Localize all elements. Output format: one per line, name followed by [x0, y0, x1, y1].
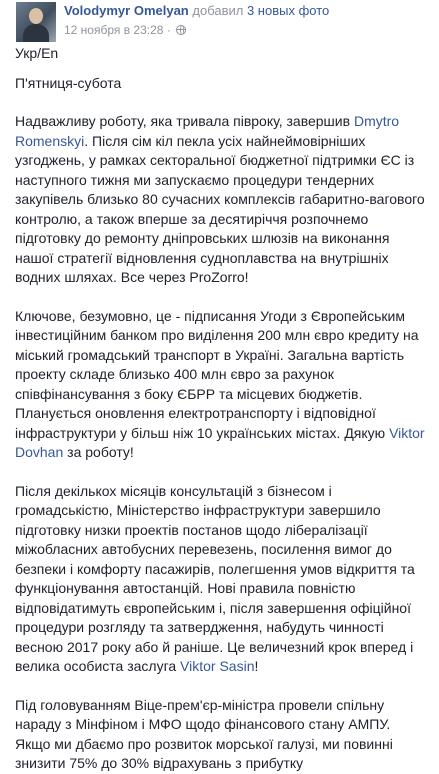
meta-separator: ·: [166, 23, 171, 37]
p1-text-after: . Після сім кіл пекла усіх найнеймовірніших узгоджень, у рамках секторальної бюджетної підтримки ЄС із наступного тижня ми запускаємо процедури тендерних закупівель близько 80 сучасних комплексів габаритно-вагового контролю, а також вперше за десятиріччя розпочнемо підготовку до ремонту дніпровських шлюзів на виконання нашої стратегії відновлення судноплавства на внутрішніх водних шляхах. Все через ProZorro!: [15, 132, 425, 285]
p2-text-before: Ключове, безумовно, це - підписання Угоди з Європейським інвестиційним банком про виділення 200 млн євро кредиту на міський громадський транспорт в Україні. Загальна вартість проекту складе близько 400 млн євро за рахунок співфінансування з боку ЄБРР та місцевих бюджетів. Планується оновлення електротранспорту і відповідної інфраструктури у більш ніж 10 українських містах. Дякую: [15, 307, 419, 441]
paragraph-3: [15, 482, 427, 677]
globe-icon[interactable]: [176, 25, 186, 35]
paragraph-2: [15, 307, 427, 463]
lang-tag: Укр/En: [15, 45, 59, 61]
post-timestamp-link[interactable]: 12 ноября в 23:28: [64, 23, 164, 37]
author-name-link[interactable]: Volodymyr Omelyan: [64, 3, 189, 18]
mention-link[interactable]: Viktor Sasin: [180, 658, 255, 674]
mention-link[interactable]: Viktor Dovhan: [15, 424, 425, 460]
timestamp-line: [64, 22, 427, 38]
post-body: [12, 44, 427, 774]
mention-link[interactable]: Dmytro Romenskyi: [15, 113, 400, 149]
post-subtitle: П'ятниця-субота: [15, 74, 122, 91]
post-meta: [64, 2, 427, 38]
p3-text-after: !: [254, 658, 259, 674]
post-action-text: добавил: [192, 3, 244, 18]
paragraph-4: Під головуванням Віце-прем'єр-міністра провели спільну нараду з Мінфіном і МФО щодо фінансового стану АМПУ. Якщо ми дбаємо про розвиток морської галузі, ми повинні знизити 75% до 30% відрахувань з прибутку: [15, 696, 393, 771]
author-avatar[interactable]: [16, 2, 56, 42]
photos-link[interactable]: 3 новых фото: [246, 3, 330, 18]
p2-text-after: за роботу!: [63, 444, 134, 460]
header-line: [64, 2, 427, 19]
p1-text-before: Надважливу роботу, яка тривала півроку, завершив: [15, 113, 354, 129]
post-header: [12, 0, 427, 44]
paragraph-1: [15, 112, 427, 288]
p3-text-before: Після декількох місяців консультацій з бізнесом і громадськістю, Міністерство інфраструктури завершило підготовку низки проектів постанов щодо лібералізації міжобласних автобусних перевезень, посилення вимог до безпеки і комфорту пасажирів, полегшення умов відкриття та функціонування автостанцій. Нові правила повністю відповідатимуть європейським і, після завершення офіційної процедури розгляду та затвердження, набудуть чинності весною 2017 року або й раніше. Це величезний крок вперед і велика особиста заслуга: [15, 482, 415, 674]
